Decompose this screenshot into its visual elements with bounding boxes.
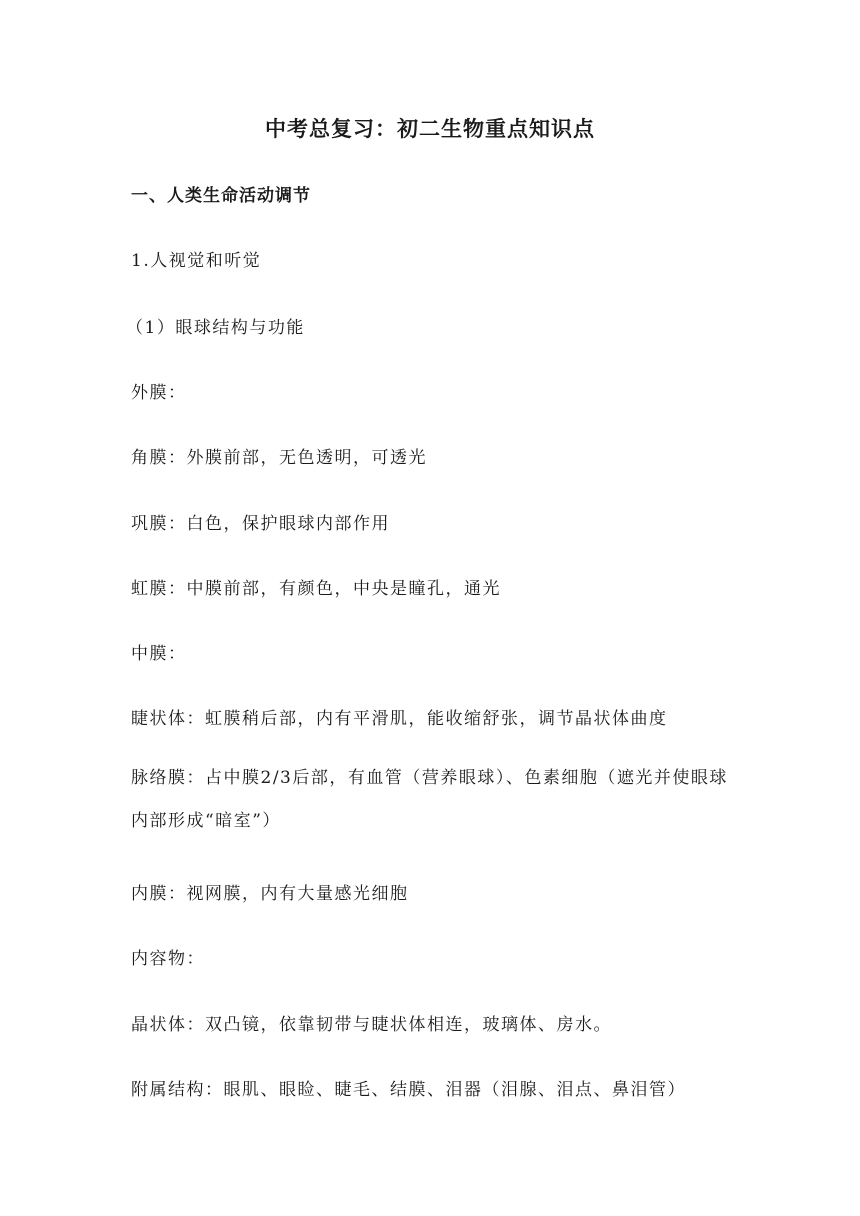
section-heading: 一、人类生命活动调节: [131, 186, 311, 206]
subsection-heading: 1.人视觉和听觉: [131, 251, 262, 271]
text-line-contents: 内容物：: [131, 949, 205, 969]
text-line-sclera: 巩膜：白色，保护眼球内部作用: [131, 514, 390, 534]
text-line-choroid: 脉络膜：占中膜2/3后部，有血管（营养眼球）、色素细胞（遮光并使眼球内部形成“暗室”）: [131, 768, 728, 831]
text-line-outer-membrane: 外膜：: [131, 383, 187, 403]
document-title: 中考总复习：初二生物重点知识点: [265, 117, 595, 141]
text-line-lens: 晶状体：双凸镜，依靠韧带与睫状体相连，玻璃体、房水。: [131, 1015, 612, 1035]
text-line-inner-membrane: 内膜：视网膜，内有大量感光细胞: [131, 884, 409, 904]
text-line-accessory-structures: 附属结构：眼肌、眼睑、睫毛、结膜、泪器（泪腺、泪点、鼻泪管）: [131, 1080, 686, 1100]
text-line-iris: 虹膜：中膜前部，有颜色，中央是瞳孔，通光: [131, 579, 501, 599]
text-line-ciliary-body: 睫状体：虹膜稍后部，内有平滑肌，能收缩舒张，调节晶状体曲度: [131, 709, 668, 729]
text-line-cornea: 角膜：外膜前部，无色透明，可透光: [131, 448, 427, 468]
text-line-middle-membrane: 中膜：: [131, 644, 187, 664]
sub-subsection-heading: （1）眼球结构与功能: [126, 318, 305, 338]
